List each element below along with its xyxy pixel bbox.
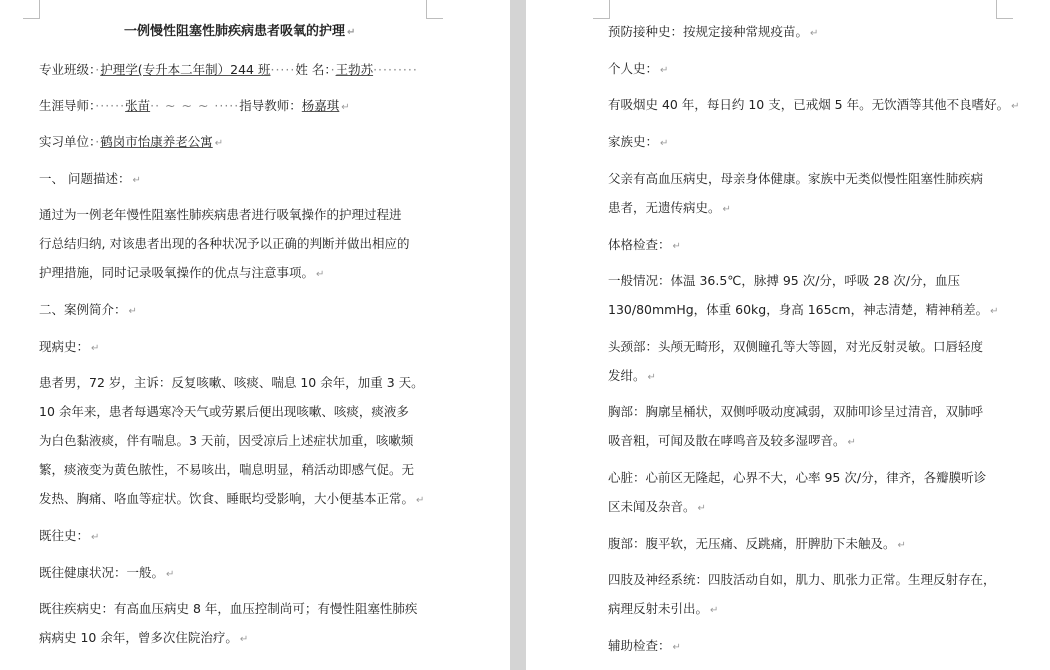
text-line[interactable]: 父亲有高血压病史，母亲身体健康。家族中无类似慢性阻塞性肺疾病 bbox=[608, 171, 984, 186]
mentor-row[interactable]: 生涯导师：······张苗·· ~ ~ ~ ·····指导教师：杨嘉琪 ↵ bbox=[39, 98, 350, 113]
text-line[interactable]: 患者，无遗传病史。 ↵ bbox=[608, 200, 731, 215]
text-line[interactable]: 行总结归纳, 对该患者出现的各种状况予以正确的判断并做出相应的 bbox=[39, 236, 410, 251]
text-line[interactable]: 吸音粗，可闻及散在哮鸣音及较多湿啰音。 ↵ bbox=[608, 433, 856, 448]
paragraph-mark: ↵ bbox=[214, 138, 224, 149]
text-line[interactable]: 繁，痰液变为黄色脓性，不易咳出，喘息明显，稍活动即感气促。无 bbox=[39, 462, 415, 477]
document-title[interactable]: 一例慢性阻塞性肺疾病患者吸氧的护理 ↵ bbox=[124, 24, 356, 39]
text-line[interactable]: 为白色黏液痰，伴有喘息。3 天前，因受凉后上述症状加重，咳嗽频 bbox=[39, 433, 414, 448]
class-row[interactable]: 专业班级：·护理学(专升本二年制）244 班·····姓 名：·王勃苏········· bbox=[39, 62, 418, 77]
text-line[interactable]: 二、案例简介： ↵ bbox=[39, 302, 137, 317]
text-line[interactable]: 有吸烟史 40 年，每日约 10 支，已戒烟 5 年。无饮酒等其他不良嗜好。 ↵ bbox=[608, 97, 1020, 112]
text-line[interactable]: 一、 问题描述： ↵ bbox=[39, 171, 141, 186]
text-line[interactable]: 心脏：心前区无隆起，心界不大，心率 95 次/分，律齐，各瓣膜听诊 bbox=[608, 470, 987, 485]
unit-label: 实习单位： bbox=[39, 134, 96, 149]
text-line[interactable]: 既往疾病史：有高血压病史 8 年，血压控制尚可；有慢性阻塞性肺疾 bbox=[39, 601, 418, 616]
text-line[interactable]: 腹部：腹平软，无压痛、反跳痛，肝脾肋下未触及。 ↵ bbox=[608, 536, 906, 551]
margin-corner-mark bbox=[996, 0, 1013, 19]
text-line[interactable]: 辅助检查： ↵ bbox=[608, 638, 681, 653]
text-line[interactable]: 发绀。 ↵ bbox=[608, 368, 656, 383]
text-line[interactable]: 10 余年来，患者每遇寒冷天气或劳累后便出现咳嗽、咳痰，痰液多 bbox=[39, 404, 409, 419]
text-line[interactable]: 头颈部：头颅无畸形，双侧瞳孔等大等圆，对光反射灵敏。口唇轻度 bbox=[608, 339, 984, 354]
document-page-right[interactable] bbox=[526, 0, 1050, 670]
margin-corner-mark bbox=[593, 0, 610, 19]
name-value: 王勃苏 bbox=[335, 62, 374, 77]
text-line[interactable]: 护理措施，同时记录吸氧操作的优点与注意事项。 ↵ bbox=[39, 265, 325, 280]
class-value: 护理学(专升本二年制）244 班 bbox=[100, 62, 271, 77]
text-line[interactable]: 一般情况：体温 36.5℃，脉搏 95 次/分，呼吸 28 次/分，血压 bbox=[608, 273, 960, 288]
text-line[interactable]: 体格检查： ↵ bbox=[608, 237, 681, 252]
text-line[interactable]: 通过为一例老年慢性阻塞性肺疾病患者进行吸氧操作的护理过程进 bbox=[39, 207, 402, 222]
paragraph-mark: ↵ bbox=[341, 102, 350, 113]
mentor-label: 生涯导师： bbox=[39, 98, 96, 113]
text-line[interactable]: 病病史 10 余年，曾多次住院治疗。 ↵ bbox=[39, 630, 249, 645]
paragraph-mark: ↵ bbox=[347, 27, 356, 38]
text-line[interactable]: 既往健康状况：一般。 ↵ bbox=[39, 565, 175, 580]
unit-row[interactable]: 实习单位：·鹤岗市怡康养老公寓 ↵ bbox=[39, 134, 224, 149]
text-line[interactable]: 家族史： ↵ bbox=[608, 134, 669, 149]
mentor-value: 张苗 bbox=[125, 98, 151, 113]
text-line[interactable]: 四肢及神经系统：四肢活动自如，肌力、肌张力正常。生理反射存在， bbox=[608, 572, 996, 587]
text-line[interactable]: 预防接种史：按规定接种常规疫苗。 ↵ bbox=[608, 24, 819, 39]
page-gutter bbox=[510, 0, 526, 670]
advisor-label: 指导教师： bbox=[239, 98, 302, 113]
name-label: 姓 名： bbox=[295, 62, 331, 77]
text-line[interactable]: 既往史： ↵ bbox=[39, 528, 100, 543]
class-label: 专业班级： bbox=[39, 62, 96, 77]
unit-value: 鹤岗市怡康养老公寓 bbox=[100, 134, 213, 149]
text-line[interactable]: 现病史： ↵ bbox=[39, 339, 100, 354]
text-line[interactable]: 130/80mmHg，体重 60kg，身高 165cm，神志清楚，精神稍差。 ↵ bbox=[608, 302, 999, 317]
text-line[interactable]: 发热、胸痛、咯血等症状。饮食、睡眠均受影响，大小便基本正常。 ↵ bbox=[39, 491, 425, 506]
document-page-left[interactable] bbox=[0, 0, 510, 670]
margin-corner-mark bbox=[23, 0, 40, 19]
text-line[interactable]: 区未闻及杂音。 ↵ bbox=[608, 499, 706, 514]
text-line[interactable]: 病理反射未引出。 ↵ bbox=[608, 601, 719, 616]
text-line[interactable]: 患者男，72 岁，主诉：反复咳嗽、咳痰、喘息 10 余年，加重 3 天。 bbox=[39, 375, 424, 390]
text-line[interactable]: 胸部：胸廓呈桶状，双侧呼吸动度减弱，双肺叩诊呈过清音，双肺呼 bbox=[608, 404, 984, 419]
advisor-value: 杨嘉琪 bbox=[301, 98, 340, 113]
text-line[interactable]: 个人史： ↵ bbox=[608, 61, 669, 76]
margin-corner-mark bbox=[426, 0, 443, 19]
